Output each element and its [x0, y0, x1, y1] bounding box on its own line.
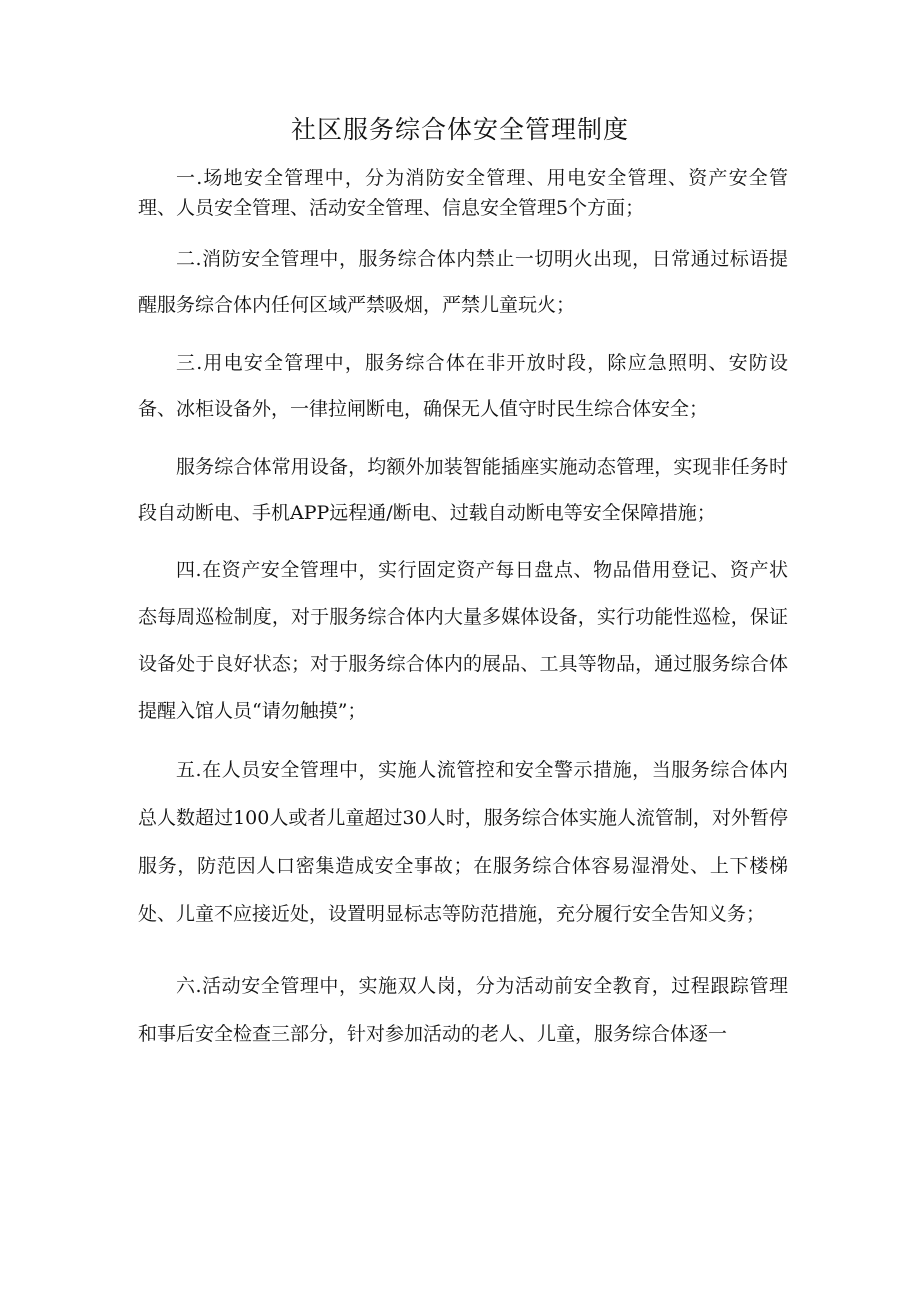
document-title: 社区服务综合体安全管理制度 [290, 115, 629, 144]
paragraph-activity-safety: 六.活动安全管理中，实施双人岗，分为活动前安全教育，过程跟踪管理和事后安全检查三部分，针对参加活动的老人、儿童，服务综合体逐一 [138, 975, 788, 1045]
paragraph-personnel-safety: 五.在人员安全管理中，实施人流管控和安全警示措施，当服务综合体内总人数超过100人或者儿童超过30人时，服务综合体实施人流管制，对外暂停服务，防范因人口密集造成安全事故；在服务综合体容易湿滑处、上下楼梯处、儿童不应接近处，设置明显标志等防范措施，充分履行安全告知义务； [138, 759, 788, 925]
document-body [138, 163, 788, 1058]
paragraph-fire-safety: 二.消防安全管理中，服务综合体内禁止一切明火出现，日常通过标语提醒服务综合体内任何区域严禁吸烟，严禁儿童玩火； [138, 248, 788, 316]
paragraph-asset-safety: 四.在资产安全管理中，实行固定资产每日盘点、物品借用登记、资产状态每周巡检制度，对于服务综合体内大量多媒体设备，实行功能性巡检，保证设备处于良好状态；对于服务综合体内的展品、工具等物品，通过服务综合体提醒入馆人员“请勿触摸”； [138, 559, 788, 722]
paragraph-electric-safety: 三.用电安全管理中，服务综合体在非开放时段，除应急照明、安防设备、冰柜设备外，一律拉闸断电，确保无人值守时民生综合体安全； [138, 352, 788, 420]
paragraph-site-safety: 一.场地安全管理中，分为消防安全管理、用电安全管理、资产安全管理、人员安全管理、活动安全管理、信息安全管理5个方面； [138, 167, 788, 219]
paragraph-smart-socket: 服务综合体常用设备，均额外加装智能插座实施动态管理，实现非任务时段自动断电、手机APP远程通/断电、过载自动断电等安全保障措施； [138, 456, 788, 524]
